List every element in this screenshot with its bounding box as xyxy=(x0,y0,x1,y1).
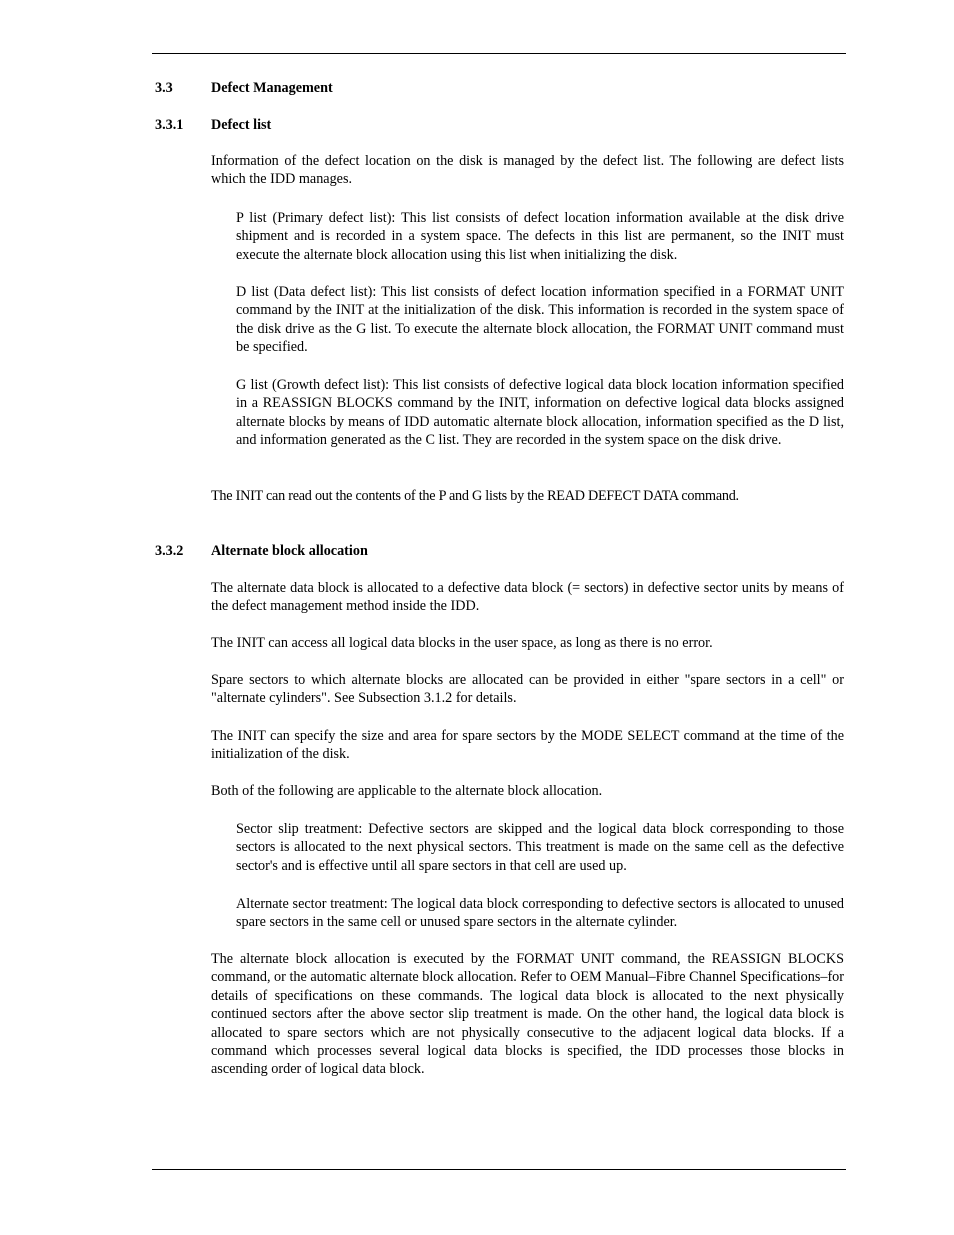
alternate-para-1: The alternate data block is allocated to a defective data block (= sectors) in defective sector units by means of the defect management method inside the IDD. xyxy=(211,580,844,615)
p-list-paragraph: P list (Primary defect list): This list consists of defect location information available at the disk drive shipment and is recorded in a system space. The defects in this list are permanent, so the INIT must execute the alternate block allocation using this list when initializing the disk. xyxy=(236,210,844,263)
section-number: 3.3.1 xyxy=(155,117,184,133)
alternate-para-2: The INIT can access all logical data blocks in the user space, as long as there is no error. xyxy=(211,635,713,651)
section-heading-3-3 xyxy=(155,79,333,97)
section-number: 3.3 xyxy=(155,80,173,96)
alternate-para-5: Both of the following are applicable to the alternate block allocation. xyxy=(211,783,603,799)
section-heading-3-3-1 xyxy=(155,116,271,134)
section-title: Defect Management xyxy=(211,80,333,96)
alternate-para-6: The alternate block allocation is executed by the FORMAT UNIT command, the REASSIGN BLOCKS command, or the automatic alternate block allocation. Refer to OEM Manual–Fibre Channel Specifications–for details of specifications on these commands. The logical data block is allocated to the next physically continued sectors after the above sector slip treatment is made. On the other hand, the logical data block is allocated to spare sectors which are not physically consecutive to the adjacent logical data blocks. If a command which processes several logical data blocks is specified, the IDD processes those blocks in ascending order of logical data block. xyxy=(211,951,844,1078)
read-defect-note: The INIT can read out the contents of the P and G lists by the READ DEFECT DATA command. xyxy=(211,488,739,504)
alternate-sector-paragraph: Alternate sector treatment: The logical data block corresponding to defective sectors is allocated to unused spare sectors in the same cell or unused spare sectors in the alternate cylinder. xyxy=(236,896,844,931)
section-title: Defect list xyxy=(211,117,272,133)
header-rule xyxy=(152,53,846,54)
sector-slip-paragraph: Sector slip treatment: Defective sectors are skipped and the logical data block corresponding to those sectors is allocated to the next physical sectors. This treatment is made on the same cell as the defective sector's and is effective until all spare sectors in that cell are used up. xyxy=(236,821,844,874)
section-title: Alternate block allocation xyxy=(211,543,368,559)
footer-rule xyxy=(152,1169,846,1170)
section-number: 3.3.2 xyxy=(155,543,184,559)
g-list-paragraph: G list (Growth defect list): This list consists of defective logical data block location information specified in a REASSIGN BLOCKS command by the INIT, information on defective logical data blocks assigned alternate blocks by means of IDD automatic alternate block allocation, information specified as the D list, and information generated as the C list. They are recorded in the system space on the disk drive. xyxy=(236,377,844,449)
defect-list-intro: Information of the defect location on the disk is managed by the defect list. The following are defect lists which the IDD manages. xyxy=(211,153,844,188)
alternate-para-4: The INIT can specify the size and area for spare sectors by the MODE SELECT command at the time of the initialization of the disk. xyxy=(211,728,844,763)
section-heading-3-3-2 xyxy=(155,542,368,560)
alternate-para-3: Spare sectors to which alternate blocks are allocated can be provided in either "spare sectors in a cell" or "alternate cylinders". See Subsection 3.1.2 for details. xyxy=(211,672,844,707)
d-list-paragraph: D list (Data defect list): This list consists of defect location information specified in a FORMAT UNIT command by the INIT at the initialization of the disk. This information is recorded in the system space of the disk drive as the G list. To execute the alternate block allocation, the FORMAT UNIT command must be specified. xyxy=(236,284,844,356)
